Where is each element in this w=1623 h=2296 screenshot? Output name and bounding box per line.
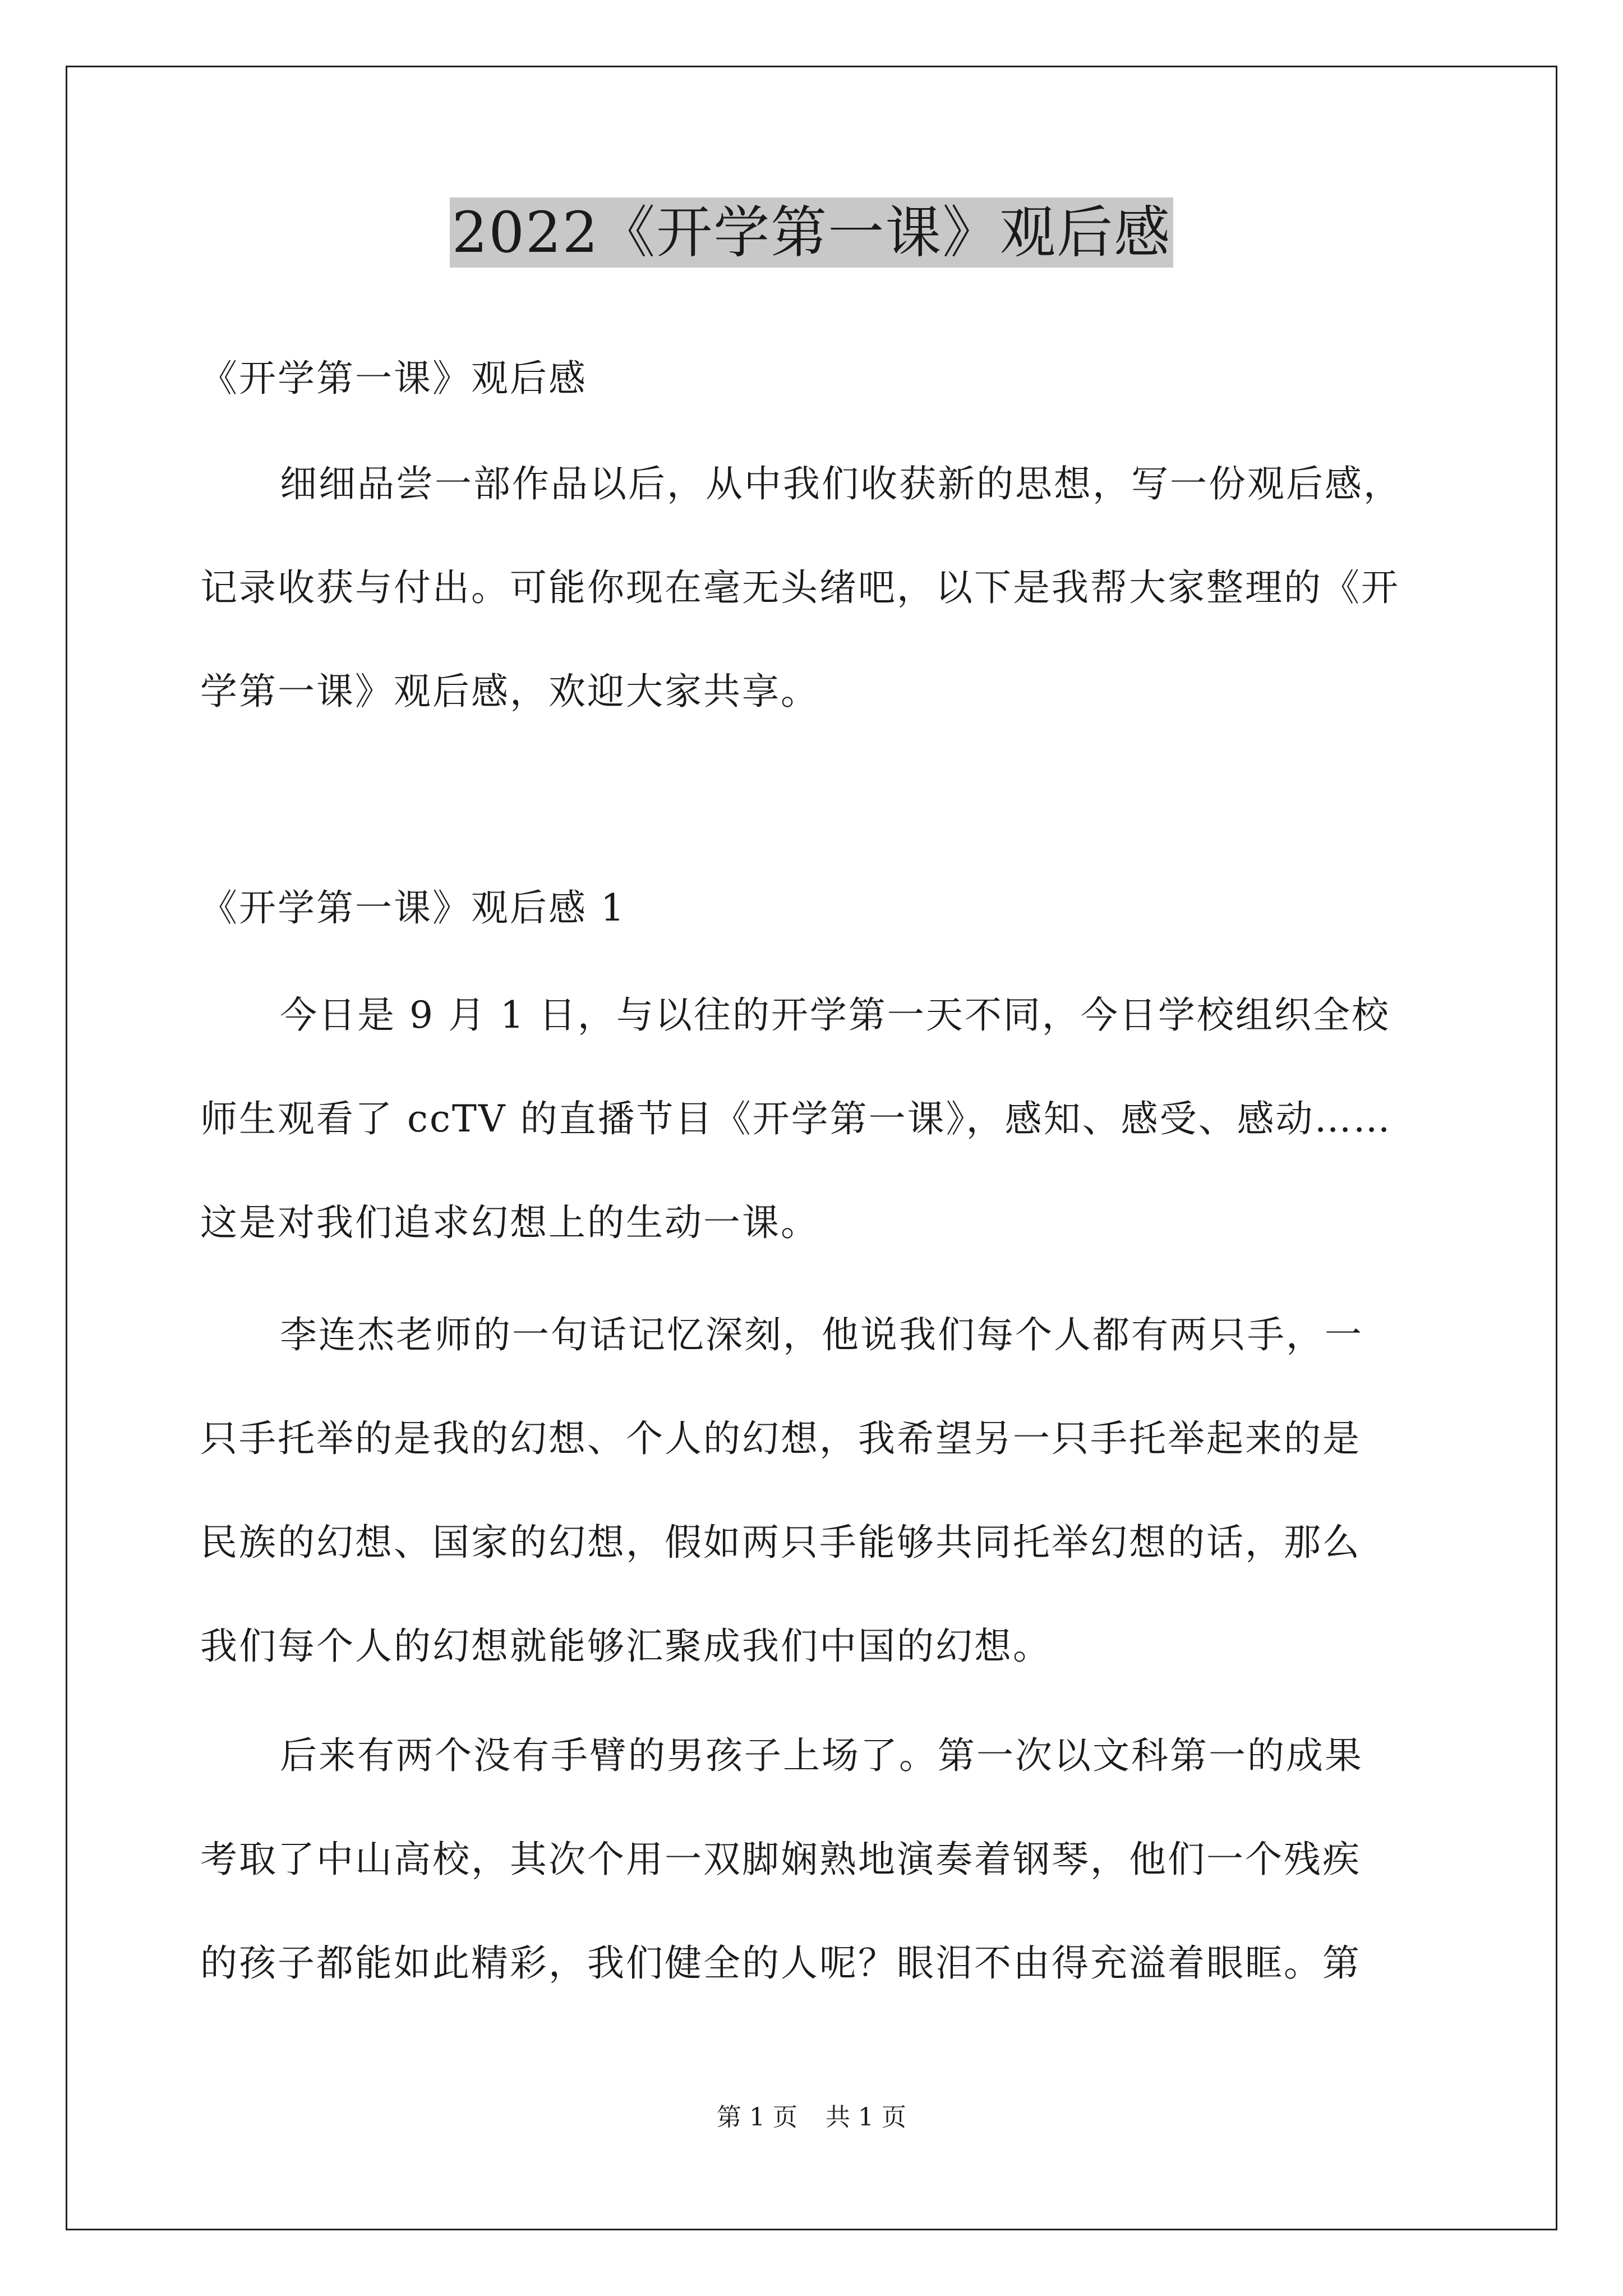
- page-footer: [0, 2101, 1623, 2134]
- document-title-text: 2022《开学第一课》观后感: [450, 197, 1174, 268]
- intro-line: 学第一课》观后感，欢迎大家共享。: [200, 670, 819, 713]
- section-heading: 《开学第一课》观后感 1: [200, 886, 626, 930]
- paragraph-line: 民族的幻想、国家的幻想，假如两只手能够共同托举幻想的话，那么: [200, 1521, 1361, 1564]
- paragraph-line: 今日是 9 月 1 日，与以往的开学第一天不同，今日学校组织全校: [280, 993, 1390, 1037]
- paragraph-line: 我们每个人的幻想就能够汇聚成我们中国的幻想。: [200, 1625, 1052, 1668]
- intro-line: 细细品尝一部作品以后，从中我们收获新的思想，写一份观后感，: [280, 462, 1402, 505]
- page-total: 共 1 页: [826, 2103, 906, 2132]
- intro-line: 记录收获与付出。可能你现在毫无头绪吧，以下是我帮大家整理的《开: [200, 566, 1400, 609]
- document-title: [0, 194, 1623, 272]
- page-number: 第 1 页: [717, 2103, 797, 2132]
- paragraph-line: 师生观看了 ccTV 的直播节目《开学第一课》，感知、感受、感动……: [200, 1097, 1392, 1140]
- paragraph-line: 的孩子都能如此精彩，我们健全的人呢？眼泪不由得充溢着眼眶。第: [200, 1941, 1361, 1985]
- paragraph-line: 李连杰老师的一句话记忆深刻，他说我们每个人都有两只手，一: [280, 1313, 1363, 1356]
- paragraph-line: 只手托举的是我的幻想、个人的幻想，我希望另一只手托举起来的是: [200, 1417, 1361, 1460]
- subtitle: 《开学第一课》观后感: [200, 357, 587, 400]
- paragraph-line: 这是对我们追求幻想上的生动一课。: [200, 1201, 819, 1244]
- paragraph-line: 考取了中山高校，其次个用一双脚娴熟地演奏着钢琴，他们一个残疾: [200, 1838, 1361, 1881]
- paragraph-line: 后来有两个没有手臂的男孩子上场了。第一次以文科第一的成果: [280, 1734, 1363, 1777]
